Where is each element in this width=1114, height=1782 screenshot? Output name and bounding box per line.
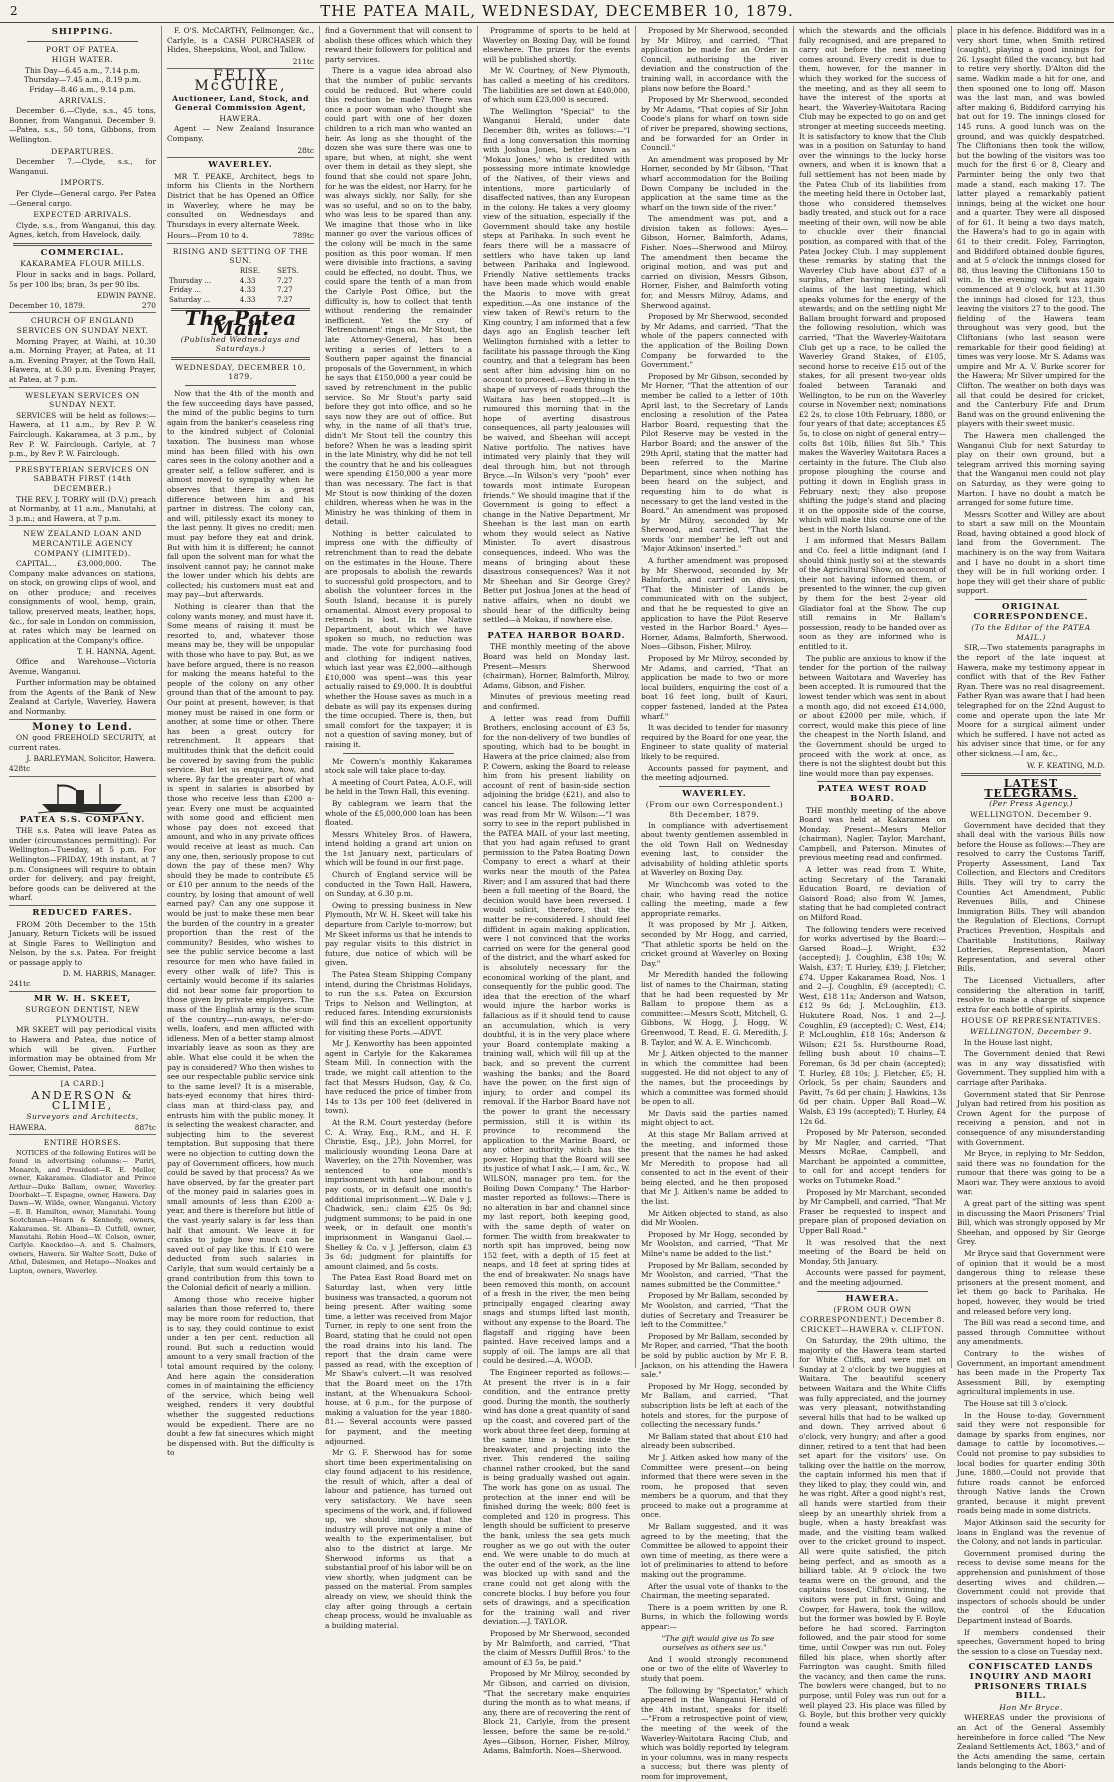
report-paragraph: A further amendment was proposed by Mr Sherwood, seconded by Mr Balmforth, and carried on division, "That the Minister of Lands be communicated with on the subject, and that he be requested to give an application to have the Pilot Reserve vested in the Harbor Board." Ayes—Horner, Adams, Balmforth, Sherwood. Noes—Gibson, Fisher, Milroy. <box>641 556 788 652</box>
nz-loan-heading: NEW ZEALAND LOAN AND MERCANTILE AGENCY COMPANY (LIMITED). <box>23 529 142 558</box>
table-cell: 4.33 <box>239 276 256 285</box>
report-paragraph: A letter was read from Duffill Brothers, enclosing account of £3 5s, for the non-delivery of two bundles of spouting, which had to be bought in Hawera at the price claimed; also from P. Cowern, asking the Board to release him from his present liability on account of rent of basin-side section adjoining the bridge (£21), and also to cancel his lease. The following letter was read from Mr W. Wilson:—"I was sorry to see in the report published in the PATEA MAIL of your last meeting, that you had again refused to grant permission to the Patea Boating Down Company to erect a wharf at their works near the mouth of the Patea River; and I am assured that had there been a full meeting of the Board, the decision would have been reversed. I would solicit, therefore, that the matter be re-considered. I should feel diffident in again making application, were I not convinced that the works carried on were for the general good of the district, and the wharf asked for is absolutely necessary for the economical working of the plant, and consequently for the public good. The idea that the erection of the wharf would injure the harbor works is fallacious as if it should tend to cause an accumulation, which is very doubtful, it is in the very place where your Board contemplate making a training wall, which will fill up at the back, and so prevent the current washing the banks; and the Board have the power, on the first sign of injury, to order and compel its removal. If the Harbor Board have not the power to grant the necessary permission, still it is within its province to recommend the application to the Marine Board, or any other authority which has the power. Hoping that the Board will see its justice of what I ask,— I am, &c., W. WILSON, manager pro tem. for the Boiling Down Company." The Harbor-master reported as follows:—There is no alteration in bar and channel since my last report, both keeping good, with the same depth of water on former. The width from breakwater to north spit has improved, being now 152 feet, with a depth of 15 feet at neaps, and 18 feet at spring tides at the end of breakwater. No snags have been removed this month, on account of a fresh in the river, the men being principally engaged clearing away snags and stumps lifted last month, without any expense to the Board. The flagstaff and rigging have been painted. Have received lamps and a supply of oil. The lamps are all that could be desired.—A. WOOD. <box>483 713 630 1366</box>
confiscated-lands-heading: CONFISCATED LANDS INQUIRY AND MAORI PRISONERS TRIALS BILL. <box>968 1662 1094 1702</box>
correspondence-heading: ORIGINAL CORRESPONDENCE. <box>973 602 1089 622</box>
peake-text: MR T. PEAKE, Architect, begs to inform his Clients in the Northern District that he has Opened an Office in Waverley, where he may be consulted on Wednesdays and Thursdays in every alternate Week. <box>167 171 314 229</box>
letter-text: SIR,—Two statements paragraphs in the report of the late inquest at Hawera, make my testimony appear in conflict with that of the Rev Father Ryan. There was no real disagreement. Father Ryan was aware that I had been telegraphed for on the 22nd August to come and operate upon the late Mr Moore for a surgical ailment under which he suffered. I have not acted as his adviser since that time, or for any other sickness.—I am, &c., <box>957 643 1105 758</box>
divider <box>659 786 770 787</box>
news-item: Mr Cowern's monthly Kakaramea stock sale will take place to-day. <box>325 756 472 776</box>
editor-line: (To the Editor of the PATEA MAIL.) <box>971 623 1091 642</box>
hawera-heading: HAWERA. <box>845 1293 900 1304</box>
report-paragraph: I am informed that Messrs Ballam and Co. feel a little indignant (and I should think justly so) at the stewards of the Agricultural Show, on account of their not having informed them, or presented to the winner, the cup given by them for the best 2-year old Gladiator foal at the Show. The cup still remains in Mr Ballam's possession, ready to be handed over as soon as they are informed who is entitled to it. <box>799 536 946 651</box>
telegram-paragraph: A great part of the sitting was spent in discussing the Maori Prisoners' Trial Bill, which was strongly opposed by Mr Sheehan, and opposed by Sir George Grey. <box>957 1199 1105 1247</box>
report-paragraph: which the stewards and the officials fully recognised, and are prepared to carry out before the next meeting comes around. Every credit is due to them, however, for the manner in which they worked for the success of the meeting, and as they all seem to have the interest of the sports at heart, the Waverley-Waitotara Racing Club may be expected to go on and get stronger at meeting succeeds meeting. It is satisfactory to know that the Club was in a position on Saturday to hand over the winnings to the lucky horse owners, and when it is known that a full settlement has not been made by the Patea Club of its liabilities from the meeting held there in October last, those who considered themselves badly treated, and stuck out for a race meeting of their own, will now be able to chuckle over their financial position, as compared with that of the Patea Jockey Club. I may supplement these remarks by stating that the Waverley Club have about £37 of a surplus, after having liquidated all claims of the last meeting, which speaks volumes for the energy of the stewards; and on the settling night Mr Ballam brought forward and proposed the following resolution, which was carried, "That the Waverley-Waitotara Club get up a race, to be called the Waverley Grand Stakes, of £105, second horse to receive £15 out of the stakes, for all present two-year olds foaled between Taranaki and Wellington, to be run on the Waverley course in November next; nominations £2 2s, to close 10th February, 1880, or four years of that date; acceptances £5 5s, to close on night of general entry—colts 8st 10lb, fillies 8st 5lb." This makes the Waverley Waitotara Races a certainty in the future. The Club also propose ploughing the course and putting it down in English grass in February next; they also propose shifting the judge's stand and placing it on the opposite side of the course, which will make this course one of the best in the North Island. <box>799 26 946 534</box>
divider <box>27 41 138 42</box>
house-heading: HOUSE OF REPRESENTATIVES. <box>961 1016 1101 1026</box>
article-paragraph: There is a vague idea abroad also that the number of public servants could be reduced. But where could this reduction be made? There was once a poor woman who thought she could part with one of her dozen children to a rich man who wanted an heir. As long as she thought of the dozen she was sure there was one to spare, but when, at night, she went over them in detail as they slept, she found that she could not spare John, for he was the eldest, nor Harry, for he was always sickly, nor Sally, for she was so useful, and so on to the baby, who was less to be spared than any. We imagine that those who in like manner go over the various offices of the colony will be much in the same position as this poor woman. If men were divisible into fractions, a saving could be effected, no doubt. Thus, we could spare the tenth of a man from the Carlyle Post Office, but the difficulty is, how to collect that tenth without rendering the remainder inefficient. Yet the cry of 'Retrenchment' rings on. Mr Stout, the late Attorney-General, has been writing a series of letters to a Southern paper against the financial proposals of the Government, in which he says that £150,000 a year could be saved by retrenchment in the public service. So Mr Stout's party said before they got into office, and so he says now they are out of office. But why, in the name of all that's true, didn't Mr Stout tell the country this before? When he was a leading spirit in the late Ministry, why did he not tell the country that he and his colleagues were spending £150,000 a year more than was necessary. The fact is that Mr Stout is now thinking of the dozen children, whereas when he was in the Ministry he was thinking of them in detail. <box>325 66 472 527</box>
high-water-line: Friday—8.46 a.m., 9.14 p.m. <box>29 84 136 94</box>
card-heading: [A CARD.] <box>60 1079 105 1089</box>
bill-text: WHEREAS under the provisions of an Act of the General Assembly hereinbefore in force called "The New Zealand Settlements Act, 1863," and of the Acts amending the same, certain lands belonging to the Abori- <box>957 1713 1105 1771</box>
column-6 <box>794 26 952 1729</box>
masthead <box>0 0 1114 23</box>
port-heading: PORT OF PATEA. <box>45 44 120 54</box>
news-item: Owing to pressing business in New Plymouth, Mr W. H. Skeet will take his departure from Carlyle to-morrow; but Mr Skeet informs us that he intends to pay regular visits to this district in future, due notice of which will be given. <box>325 900 472 968</box>
dateline: WELLINGTON. December 9. <box>969 809 1093 819</box>
poem-quote: "The gift would give us To see ourselves as others see us." <box>661 1633 775 1653</box>
report-paragraph: Mr Meredith handed the following list of names to the Chairman, stating that he had been requested by Mr Ballam to propose them as a committee:—Messrs Scott, Mitchell, G. Gibbons, W. Hogg, J. Hogg, W. Greenwood, T. Read, E. G. Meredith, J. B. Taylor, and W. A. E. Winchcomb. <box>641 970 788 1047</box>
divider <box>817 781 928 782</box>
telegram-paragraph: Mr Bryce said that Government were of opinion that it would be a most dangerous thing to release these prisoners at the present moment, and let them go back to Parihaka. He hoped, however, they would be tried and released before very long. <box>957 1249 1105 1316</box>
report-paragraph: Proposed by Mr Ballam, seconded by Mr Woolston, and carried, "That the names submitted be the Committee." <box>641 1260 788 1289</box>
column-3 <box>320 26 478 1630</box>
telegram-paragraph: In the House to-day, Government said they were not responsible for damage by sparks from engines, nor damage to cattle by locomotives.—Could not promise to pay subsidies to local bodies for quarter ending 30th June, 1880.—Could not provide that future roads cannot be enforced through Native lands the Crown granted, because it might prevent roads being made in some districts. <box>957 1410 1105 1516</box>
table-cell: 4.33 <box>239 286 256 295</box>
report-paragraph: Proposed by Mr Ballam, seconded by Mr Woolston, and carried, "That the duties of Secretary and Treasurer be left to the Committee." <box>641 1291 788 1330</box>
report-paragraph: THE monthly meeting of the above Board was held at Kakaramea on Monday. Present—Messrs Mellor (chairman), Nagler, Taylor, Marchant, Campbell, and Paterson. Minutes of previous meeting read and confirmed. <box>799 805 946 863</box>
news-item: Programme of sports to be held at Waverley on Boxing Day, will be found elsewhere. The prizes for the events will be published shortly. <box>483 26 630 64</box>
commercial-heading: COMMERCIAL. <box>40 247 125 258</box>
press-agency-line: (Per Press Agency.) <box>989 799 1073 809</box>
mills-signature: EDWIN PAYNE. <box>96 291 156 301</box>
mills-date: December 10, 1879. <box>9 300 86 310</box>
arrivals-text: December 6.—Clyde, s.s., 45 tons, Bonner, from Wanganui. December 9.—Patea, s.s., 50 tons, Gibbons, from Wellington. <box>9 106 156 144</box>
wesleyan-text: SERVICES will be held as follows:— Hawera, at 11 a.m., by Rev P. W. Fairclough. Kakaramea, at 3 p.m., by Rev P. W. Fairclough. Carlyle, at 7 p.m., by Rev P. W. Fairclough. <box>9 411 156 462</box>
report-paragraph: After the usual vote of thanks to the Chairman, the meeting separated. <box>641 1581 788 1601</box>
report-paragraph: Proposed by Mr Paterson, seconded by Mr Nagler, and carried, "That Messrs McRae, Campbell, and Marchant be appointed a committee, to call for and accept tenders for works on Tutumeke Road." <box>799 1128 946 1186</box>
divider <box>961 773 1101 776</box>
sun-heading: RISING AND SETTING OF THE SUN. <box>172 246 309 266</box>
table-row <box>167 296 314 306</box>
dateline: WELLINGTON, December 9. <box>969 1026 1093 1036</box>
report-paragraph: The public are anxious to know if the tender for the portion of the railway between Waitotara and Waverley has been accepted. It is rumoured that the lowest tender which was sent in about a month ago, did not exceed £14,000, or about £2000 per mile, which, if correct, would make this piece of line the cheapest in the North Island, and the Government should be urged to proceed with the work at once, as there is not the slightest doubt but this line would more than pay expenses. <box>799 653 947 778</box>
editorial-paragraph: Among those who receive higher salaries than those referred to, there may be more room for reduction, that is to say, they could continue to exist under a ten per cent. reduction all round. But such a reduction would amount to a very small fraction of the total amount required by the colony. And here again the consideration comes in of maintaining the efficiency of the service, which being well weighed, renders it very doubtful whether the suggested reductions would be expedient. There are no doubt a few fat sinecures which might be dispensed with. But the difficulty is to <box>167 1294 314 1458</box>
fares-signature: D. M. HARRIS, Manager. <box>62 969 156 979</box>
report-paragraph: Proposed by Mr Gibson, seconded by Mr Horner, "That the attention of our member be called to a letter of 10th April last, to the Secretary of Lands enclosing a resolution of the Patea Harbor Board, requesting that the Pilot Reserve may be vested in the Harbor Board; and the answer of the 29th April, stating that the matter had been referred to the Marine Department, since when nothing has been heard on the subject, and requesting him to do what is necessary to get the land vested in the Board." An amendment was proposed by Mr Milroy, seconded by Mr Sherwood, and carried, "That the words 'our member' be left out and 'Major Atkinson' inserted." <box>641 371 788 554</box>
masthead-title: THE PATEA MAIL, WEDNESDAY, DECEMBER 10, 1879. <box>320 2 794 20</box>
report-paragraph: Proposed by Mr Hogg, seconded by Mr Woolston, and carried, "That Mr Milne's name be added to the list." <box>641 1229 788 1259</box>
table-row <box>167 267 314 277</box>
telegram-paragraph: Government promised during the recess to devise some means for the apprehension and punishment of those deserting wives and children.—Government could not provide that inspectors of schools should be under the control of the Education Department instead of Boards. <box>957 1548 1105 1625</box>
telegram-paragraph: Government have decided that they shall deal with the various Bills now before the House as follows:—They are resolved to carry the Customs Tariff, Property Assessment, Land Tax Collection, and Electors and Creditors Bills. They will try to carry the Counties Act Amendment, Public Revenues Bills, and Chinese Immigration Bills. They will abandon the Regulation of Elections, Corrupt Practices Prevention, Hospitals and Charitable Institutions, Railway Lotteries, Representation, Maori Representation, and several other Bills. <box>957 820 1105 974</box>
report-paragraph: There is a poem written by one R. Burns, in which the following words appear:— <box>641 1602 788 1631</box>
mccarthy-code: 211tc <box>167 57 314 70</box>
steamship-icon <box>38 780 128 814</box>
report-paragraph: Proposed by Mr Marchant, seconded by Mr Campbell, and carried, "That Mr Fraser be requested to inspect and prepare plan of proposed deviation on Upper Ball Road." <box>799 1187 946 1236</box>
skeet-subheading: SURGEON DENTIST, NEW PLYMOUTH. <box>25 1005 140 1024</box>
report-paragraph: The following by "Spectator," which appeared in the Wanganui Herald of the 4th instant, speaks for itself:—"From a retrospective point of view, the meeting of the week of the Waverley-Waitotara Racing Club, and which was boldly reported by telegram in your columns, was in many respects a success; but there was plenty of room for improvement, <box>641 1685 788 1781</box>
peake-code: 789tc <box>292 231 314 241</box>
waverley-heading: WAVERLEY. <box>208 160 273 171</box>
money-signature: J. BARLEYMAN, Solicitor, Hawera. <box>26 754 156 764</box>
news-item: A meeting of Court Patea, A.O.F., will be held in the Town Hall, this evening. <box>325 777 472 797</box>
imports-text: Per Clyde—General cargo. Per Patea—General cargo. <box>9 188 156 208</box>
table-cell: 7.27 <box>277 286 293 295</box>
nz-loan-text: CAPITAL... £3,000,000. The Company make advances on stations, on stock, on growing clips of wool, and on other produce; and receives consignments of wool, hemp, grain, tallow, preserved meats, leather, hops, &c., for sale in London on commission, at rates which may be learned on application at the Company's office. <box>9 559 156 645</box>
report-paragraph: Proposed by Mr Hogg, seconded by Mr Ballam, and carried, "That subscription lists be left at each of the hotels and stores, for the purpose of collecting the necessary funds." <box>641 1381 788 1430</box>
nz-loan-office: Office and Warehouse—Victoria Avenue, Wanganui. <box>9 657 156 676</box>
letter-signature: W. F. KEATING, M.D. <box>1026 760 1105 770</box>
church-text: Morning Prayer, at Waihi, at 10.30 a.m. Morning Prayer, at Patea, at 11 a.m. Evening Prayer, at the Town Hall, Hawera, at 6.30 p.m. Evening Prayer, at Patea, at 7 p.m. <box>9 337 156 388</box>
wesleyan-heading: WESLEYAN SERVICES ON SUNDAY NEXT. <box>25 390 140 410</box>
high-water-heading: HIGH WATER. <box>51 55 114 65</box>
mills-text: Flour in sacks and in bags. Pollard, 5s per 100 lbs; bran, 3s per 90 lbs. <box>9 270 156 289</box>
report-paragraph: It was proposed by Mr J. Aitken, seconded by Mr Hogg, and carried, "That athletic sports be held on the cricket ground at Waverley on Boxing Day." <box>641 920 788 968</box>
report-paragraph: The following tenders were received for works advertised by the Board:— Garsed Road—J. Wright, £32 (accepted); J. Coughlin, £38 10s; W. Walsh, £37; T. Hurley, £39; J. Fletcher, £74. Upper Kakaramea Road, Nos. 1 and 2—J. Coughlin, £9 (accepted); C. West, £18 11s; Anderson and Watson, £12 9s 6d; J. McLoughlin, £13. Hukutere Road, Nos. 1 and 2—J. Coughlin, £9 (accepted); C. West, £14; P. McLoughlin, £18 16s; Anderson & Wilson; £21 5s. Hurstbourne Road, felling bush about 10 chains—T. Foreman, 6s 3d per chain (accepted); T. Hurley, £8 10s; J. Fletcher, £5; H. Orlock, 5s per chain; Saunders and Pavitt, 7s 6d per chain; J. Hawkins, 13s 6d per chain. Upper Ball Road—W. Walsh, £3 19s (accepted); T. Hurley, £4 12s 6d. <box>799 924 946 1126</box>
report-paragraph: At this stage Mr Ballam arrived at the meeting, and informed those present that the names he had asked Mr Meredith to propose had all consented to act in the event of their being elected, and he then proposed that Mr J. Aitken's name be added to the list. <box>641 1129 788 1207</box>
report-paragraph: Mr Winchcomb was voted to the chair, who having read the notice calling the meeting, made a few appropriate remarks. <box>641 880 788 918</box>
cricket-heading: CRICKET—HAWERA v. CLIFTON. <box>800 1325 945 1335</box>
news-item: Messrs Whiteley Bros. of Hawera, intend holding a grand art union on the 1st January next, particulars of which will be found in our first page. <box>325 829 472 868</box>
high-water-line: Thursday—7.45 a.m., 8.19 p.m. <box>23 75 142 85</box>
column-7 <box>952 26 1110 1771</box>
report-paragraph: Mr J. Aitken objected to the manner in which the committee had been suggested. He did not object to any of the names, but the proceedings by which a committee was formed should be open to all. <box>641 1049 788 1107</box>
news-item: Mr W. Courtney, of New Plymouth, has called a meeting of his creditors. The liabilities are set down at £40,000, of which sum £23,000 is secured. <box>483 66 630 105</box>
mills-heading: KAKARAMEA FLOUR MILLS. <box>20 259 145 269</box>
column-1 <box>4 26 162 1368</box>
divider <box>975 1659 1087 1660</box>
news-item: The Patea Steam Shipping Company intend, during the Christmas Holidays, to run the s.s. Patea on Excursion Trips to Nelson and Wellington, at reduced fares. Intending excursionists will find this an excellent opportunity for visiting these Ports.—ADVT. <box>325 970 472 1037</box>
table-cell: 7.27 <box>277 276 293 285</box>
skeet-heading: MR W. H. SKEET, <box>33 993 132 1004</box>
news-item: By cablegram we learn that the whole of the £5,000,000 loan has been floated. <box>325 798 472 828</box>
mcguire-subheading: Auctioneer, Land, Stock, and General Commission Agent, <box>172 93 309 113</box>
report-paragraph: Minutes of previous meeting read and confirmed. <box>483 692 630 711</box>
report-paragraph: Mr Ballam stated that about £10 had already been subscribed. <box>641 1431 788 1451</box>
table-cell: 4.33 <box>239 295 256 304</box>
report-paragraph: place in his defence. Biddiford was in a very short time, when Smith retired (caught), playing a good innings for 26. Lysaght filled the vacancy, but had to retire very shortly. D'Alton did the same. Wadkin made a hit for one, and then spooned one to long off. Mason was the last man, and was bowled after making 6, Biddiford carrying his bat out for 19. The innings closed for 145 runs. A good lunch was on the ground, and was quickly despatched. The Cliftonians then took the willow, but the bowling of the visitors was too much for the first 6 or 8, Cleary and Parminter being the only two that made a stand, each making 17. The latter played a remarkably patient innings, being at the wicket one hour and a quarter. They were all disposed of for 61. It being a two days match, the Hawera's had to go in again with 61 to their credit. Foley, Farrington, and Biddiford obtained double figures, and at 5 o'clock the innings closed for 88, thus leaving the Cliftonians 150 to win. In the evening work was again commenced at 9 o'clock, but at 11.30 the innings had closed for 123, thus leaving the visitors 27 to the good. The fielding of the Hawera team throughout was very good, but the Cliftonians (who last season were remarkable for their good fielding) at times was very loose. Mr S. Adams was umpire and Mr A. V. Burke scorer for the Hawera; Mr Silver umpired for the Clifton. The weather on both days was all that could be desired for cricket, and the Canterbury Fife and Drum Band was on the ground enlivening the players with their sweet music. <box>957 26 1105 429</box>
news-item: Church of England service will be conducted in the Town Hall, Hawera, on Sunday, at 6.30 p.m. <box>325 870 472 899</box>
table-cell: RISE. <box>239 267 261 276</box>
columns <box>4 26 1110 1781</box>
table-cell: 7.27 <box>277 295 293 304</box>
anderson-code: 887tc <box>134 1122 156 1132</box>
paper-subtitle: (Published Wednesdays and Saturdays.) <box>180 334 301 354</box>
report-paragraph: Mr Aitken objected to stand, as also did Mr Woolen. <box>641 1208 788 1228</box>
divider <box>171 357 310 360</box>
editorial-paragraph: Nothing is clearer than that the colony wants money, and must have it. Some means of raising it must be resorted to, and, whatever those means may be, they will be unpopular with those who have to pay. But, as we have before argued, there is no reason for making the means hateful to the people of the colony on any other ground than that of the amount to pay. Our point at present, however, is that money must be raised in one form or another, at some time or other. There has been a great outcry for retrenchment. It appears that multitudes think that the deficit could be covered by saving from the public service. But let us enquire, how, and where. By far the greater part of what is spent in salaries is absorbed by those who receive less than £200 a-year. Every one must be acquainted with some good and efficient men whose pay does not exceed that amount, and who in any private offices would receive at least as much. Can any one, then, seriously propose to cut down the pay of these men? Why should they be made to contribute £5 or £10 per annum to the needs of the country, by losing that amount of well earned pay? Can any one suppose it would be just to make these men bear the burden of the country in a greater proportion than the rest of the community? Besides, who wishes to see the public service become a last resource for men who have failed in every other walk of life? This is certainly would become if its salaries did not bear some fair proportion to those given by private employers. The mass of the English army is the scum of the country—run-aways, ne'er-do-wells, loafers, and men afflicted with idleness. Men of a better stamp almost invariably leave as soon as they are able. What else could it be when the pay is considered? Who then wishes to see our respectable public service sink to the same level? It is a miserable, bats-eyed economy that hires third-class man at third-class pay, and entrusts him with the public money. It is selecting the weakest character, and subjecting him to the severest temptation. But supposing that there were no objection to cutting down the pay of Government officers, how much could be saved by that process? As we have observed, by far the greater part of the money paid in salaries goes in small amounts of less than £200 a-year, and there is therefore but little of the vast yearly salary is far less than half that amount. We leave it for cranks to judge how much can be saved out of pay like this. If £10 were deducted from such salaries in Carlyle, that sum would certainly be a grand contribution from this town to the Colonial deficit of nearly a million. <box>167 602 314 1293</box>
anderson-place: HAWERA. <box>9 1122 47 1132</box>
road-board-heading: PATEA WEST ROAD BOARD. <box>817 784 928 804</box>
correspondent-line: (FROM OUR OWN CORRESPONDENT.) December 8. <box>800 1305 945 1324</box>
telegram-paragraph: The House sat till 3 o'clock. <box>964 1398 1068 1408</box>
report-paragraph: A letter was read from T. White, acting Secretary of the Taranaki Education Board, re deviation of Gaisord Road; also from W. James, stating that he had completed contract on Milford Road. <box>799 865 946 923</box>
report-paragraph: Proposed by Mr Milroy, seconded by Mr Adams, and carried, "That an application be made to two or more local builders, enquiring the cost of a boat 16 feet long, built of Kauri, copper fastened, landed at the Patea wharf." <box>641 654 788 721</box>
news-item: At the R.M. Court yesterday (before C. A. Wray, Esq., R.M., and H. F. Christie, Esq., J.P.), John Morrel, for maliciously wounding Leona Dare at Waverley, on the 27th November, was sentenced to one month's imprisonment with hard labour, and to pay costs, or in default one month's additional imprisonment.—W. Dale v J. Chadwick, sen.: claim £25 0s 9d; judgment summons; to be paid in one week, or in default one month's imprisonment in Wanganui Gaol.—Shelley & Co. v J. Jefferson, claim £3 3s 6d; judgment for plaintiffs for amount claimed, and 5s costs. <box>325 1117 472 1271</box>
presbyterian-heading: PRESBYTERIAN SERVICES ON SABBATH FIRST (14th DECEMBER.) <box>15 464 150 493</box>
horses-heading: ENTIRE HORSES. <box>43 1138 122 1148</box>
table-row <box>167 277 314 287</box>
telegram-paragraph: The Licensed Victuallers, after considering the alteration in tariff, resolve to make a charge of sixpence extra for each bottle of spirits. <box>957 976 1105 1014</box>
report-paragraph: Mr J. Aitken asked how many of the Committee were present—on being informed that there were seven in the room, he proposed that seven members be a quorum, and that they proceed to make out a programme at once. <box>641 1452 788 1520</box>
news-item: Mr J. Kenworthy has been appointed agent in Carlyle for the Kakaramea Steam Mill. In connection with the trade, we might call attention to the fact that Messrs Hudson, Gay, & Co. have reduced the price of timber from 14s to 13s per 100 feet (delivered in town). <box>325 1039 472 1116</box>
telegram-paragraph: If members condensed their speeches, Government hoped to bring the session to a close on Tuesday next. <box>957 1627 1105 1656</box>
divider <box>975 599 1087 600</box>
telegram-paragraph: The Bill was read a second time, and passed through Committee without any amendments. <box>957 1318 1105 1347</box>
sun-table <box>167 267 314 305</box>
report-paragraph: Accounts were passed for payment, and the meeting adjourned. <box>799 1268 946 1287</box>
presbyterian-text: THE REV. J. TORRY will (D.V.) preach at Normanby, at 11 a.m., Manutahi, at 3 p.m.; and Hawera, at 7 p.m. <box>9 495 156 527</box>
divider <box>817 1291 928 1292</box>
mcguire-name: FELIX McGUIRE, <box>194 68 287 94</box>
fares-heading: REDUCED FARES. <box>32 907 133 918</box>
mills-code: 270 <box>141 300 156 310</box>
report-paragraph: Proposed by Mr Sherwood, seconded by Mr Milroy, and carried, "That application be made for an Order in Council, authorising the river deviation and the construction of the training wall, in accordance with the plans now before the Board." <box>641 26 788 93</box>
nz-loan-signature: T. H. HANNA, Agent. <box>77 647 156 657</box>
report-paragraph: It was resolved that the next meeting of the Board be held on Monday, 5th January. <box>799 1237 946 1266</box>
report-paragraph: Accounts passed for payment, and the meeting adjourned. <box>641 763 788 783</box>
report-paragraph: Mr Ballam suggested, and it was agreed to by the meeting, that the Committee be allowed to appoint their own time of meeting, as there were a lot of preliminaries to attend to before making out the programme. <box>641 1522 788 1580</box>
report-paragraph: Proposed by Mr Milroy, seconded by Mr Gibson, and carried on division, "That the secretary make enquiries during the month as to what means, if any, there are of recovering the rent of Block 21, Carlyle, from the present lessee, before the same be re-sold." Ayes—Gibson, Horner, Fisher, Milroy, Adams, Balmforth. Noes—Sherwood. <box>483 1669 630 1756</box>
fares-code: 241tc <box>9 979 156 992</box>
mcguire-place: HAWERA. <box>219 113 262 123</box>
report-paragraph: Messrs Scotter and Willey are about to start a saw mill on the Mountain Road, having obtained a good block of land from the Government. The machinery is on the way from Waitara and I have no doubt in a short time they will be in full working order. I hope they will get their share of public support. <box>957 509 1105 596</box>
telegram-paragraph: Mr Bryce, in replying to Mr Seddon, said there was no foundation for the rumour that there was going to be a Maori war. They were anxious to avoid war. <box>957 1149 1105 1197</box>
news-item: Mr G. F. Sherwood has for some short time been experimentalising on clay found adjacent to his residence, the result of which, after a deal of labour and patience, has turned out very satisfactory. We have seen specimens of the work, and, if followed up, we should imagine that the industry will prove not only a mine of wealth to the experimentaliser, but also to the district at large. Mr Sherwood informs us that a substantial proof of his labor will be on view shortly, when judgment can be passed on the material. From samples already on view, we should think the clay after going through a certain cheap process, would be invaluable as a building material. <box>325 1448 472 1630</box>
shipping-heading: SHIPPING. <box>51 27 114 37</box>
report-paragraph: Mr Davis said the parties named might object to act. <box>641 1108 788 1128</box>
money-code: 428tc <box>9 764 156 777</box>
column-2 <box>162 26 320 1458</box>
telegram-paragraph: Contrary to the wishes of Government, an important amendment has been made in the Property Tax Assessment Bill, by exempting agricultural implements in use. <box>957 1348 1105 1397</box>
report-paragraph: The Hawera men challenged the Wanganui Club for next Saturday to play on their own ground, but a telegram arrived this morning saying that the Wanganui men could not play on Saturday, as they were going to Marton. I have no doubt a match be arranged for some future time. <box>957 430 1105 508</box>
table-cell: Saturday ... <box>169 295 211 304</box>
correspondent-line: (From our own Correspondent.) 8th December, 1879. <box>645 800 784 819</box>
report-paragraph: THE monthly meeting of the above Board was held on Monday last. Present—Messrs Sherwood (chairman), Horner, Balmforth, Milroy, Adams, Gibson, and Fisher. <box>483 642 630 690</box>
report-paragraph: Proposed by Mr Sherwood, seconded by Mr Adams, "That copies of Sir John Coode's plans for wharf on town side of river be prepared, showing sections, and be forwarded for an Order in Council." <box>641 95 788 153</box>
skeet-text: MR SKEET will pay periodical visits to Hawera and Patea, due notice of which will be given. Further information may be obtained from Mr Gower, Chemist, Patea. <box>9 1025 156 1076</box>
telegram-paragraph: In the House last night, <box>964 1037 1053 1047</box>
news-item: The Patea East Road Board met on Saturday last, when very little business was transacted, a quorum not being present. After waiting some time, a letter was received from Major Turner, in reply to one sent from the Board, stating that he could not open the road drains into his land. The report that the drain came were passed as read, with the exception of Mr Shaw's culvert.—It was resolved that the Board meet on the 17th instant, at the Whenuakura School-house, at 6 p.m., for the purpose of making a valuation for the year 1880-81.— Several accounts were passed for payment, and the meeting adjourned. <box>325 1273 472 1446</box>
report-paragraph: An amendment was proposed by Mr Horner, seconded by Mr Gibson, "That wharf accommodation for the Boiling Down Company be included in the application at the same time as the wharf on the town side of the river." <box>641 154 788 212</box>
horses-text: NOTICES of the following Entires will be found in advertising columns:— Puriri, Monarch, and President—R. E. Mellor, owner, Kakaramea. Gladiator and Prince Arthur—Duke Ballam, owner, Waverley. Doorbakt—T. Espagne, owner, Hawera. Day Dawn—W. Wilde, owner, Wanganui. Victory—E. B. Hamilton, owner, Manutahi. Young Scotchman—Hearn & Kennedy, owners, Kakaramea. St. Albans—D. Cutfell, owner, Manutahi. Robin Hood—W. Colson, owner, Carlyle. Knockdoo—A. and S. Chalmers, owners, Hawera. Sir Walter Scott, Duke of Athol, Dalesmen, and Hetapo—Noakes and Lupton, owners, Waverley. <box>9 1148 156 1275</box>
telegram-paragraph: Government stated that Sir Penrose Julyan had retired from his position as Crown Agent for the purpose of receiving a pension, and not in consequence of any misunderstanding with Government. <box>957 1089 1105 1147</box>
nz-loan-more: Further information may be obtained from the Agents of the Bank of New Zealand at Carlyle, Waverley, Hawera and Normanby. <box>9 678 156 719</box>
expected-text: Clyde, s.s., from Wanganui, this day. Agnes, ketch, from Havelock, daily. <box>9 220 156 240</box>
fares-text: FROM 20th December to the 15th January, Return Tickets will be issued at Single Fares to Wellington and Nelson, by the s.s. Patea. For freight or passage apply to <box>9 919 156 967</box>
column-5 <box>636 26 794 1781</box>
table-row <box>167 286 314 296</box>
paper-date: WEDNESDAY, DECEMBER 10, 1879. <box>175 362 306 382</box>
imports-heading: IMPORTS. <box>60 178 105 188</box>
table-cell: Friday ... <box>169 286 201 295</box>
patea-ss-heading: PATEA S.S. COMPANY. <box>19 814 146 825</box>
editorial-paragraph: Now that the 4th of the month and the few succeeding days have passed, the mind of the public begins to turn again from the banker's ceaseless ring to the kindred subject of Colonial taxation. The business man whose mind has been filled with his own cares sees in the colony another and a greater self, a fellow sufferer, and is almost moved to sympathy when he observes that there is a great difference between him and his partner in distress. The colony can, and will, pitilessly exact its money to the last penny. It gives no credit; men must pay before they eat and drink. But with him it is different; he cannot fall upon the solvent man for what the insolvent cannot pay; he cannot make the lower under which his debts are collected; his customers must eat and may pay—but afterwards. <box>167 389 314 600</box>
page-number: 2 <box>10 4 19 18</box>
report-paragraph: In compliance with advertisement about twenty gentlemen assembled in the old Town Hall on Wednesday evening last, to consider the advisability of holding athletic sports at Waverley on Boxing Day. <box>641 820 788 878</box>
anderson-heading: ANDERSON & CLIMIE, <box>31 1089 134 1112</box>
departures-heading: DEPARTURES. <box>51 146 114 156</box>
article-paragraph: Nothing is better calculated to impress one with the difficulty of retrenchment than to read the debate on the estimates in the House. There are proposals to abolish the rewards to successful gold prospectors, and to abolish the volunteer forces in the South Island, because it is purely ornamental. Almost every proposal to retrench is lost. In the Native Department, about which we have spoken so much, no reduction was made. The vote for purchasing food and clothing for indigent natives, which last year was £2,000—although £10,000 was spent—was this year actually raised to £9,000. It is doubtful whether the House saves as much in a debate as will pay its expenses during the time occupied. There is, then, but small comfort for the taxpayer; it is not a question of saving money, but of raising it. <box>325 528 472 749</box>
mcguire-code: 28tc <box>167 146 314 159</box>
column-4 <box>478 26 636 1756</box>
divider <box>501 628 612 629</box>
anderson-subheading: Surveyors and Architects, <box>26 1112 139 1122</box>
report-paragraph: Proposed by Mr Sherwood, seconded by Mr Adams, and carried, "That the whole of the papers connected with the application of the Boiling Down Company be forwarded to the Government." <box>641 312 788 370</box>
patea-ss-text: THE s.s. Patea will leave Patea as under (circumstances permitting): For Wellington—Tuesday, at 5 p.m. For Wellington—FRIDAY, 19th instant, at 7 p.m. Consignees will require to obtain order for delivery, and pay freight, before goods can be delivered at the wharf. <box>9 826 156 906</box>
news-item: The Wellington "Special" to the Wanganui Herald, under date December 8th, writes as follows:—"I find a long conversation this morning with Joshua Jones, better known as 'Mokau Jones,' who is credited with possessing more intimate knowledge of the Natives, of their views and intentions, more particularly of disaffected natives, than any European in the colony. He takes a very gloomy view of the situation, especially if the Government should take any hostile steps at Parihaka. In such event he fears there will be a massacre of settlers who have taken up land between Parihaka and Inglewood. Friendly Native settlements tracks have been made which would enable the Maoris to move with great expedition.—As one instance of the view taken of Rewi's return to the King country, I am informed that a few days ago an English teacher left Wellington furnished with a letter to facilitate his passage through the King country, and that a telegram has been sent after him advising him on no account to proceed.—Everything in the shape of surveys of roads through the Waitara has been stopped.—It is rumoured this morning that in the hope of averting disastrous consequences, all party jealousies will be waived, and Sheehan will accept Native portfolio. The natives have intimated very plainly that they will deal through him, but not through Bryce.—In Wilson's very "pooh" ever towards most intimate European friends." We should imagine that if the Government is going to effect a change in the Native Department, Mr Sheehan is the last man on earth whom they would select as Native Minister. To avert disastrous consequences, indeed. Who was the means of bringing about these disastrous consequences? Was it not Mr Sheehan and Sir George Grey? Better put Joshua Jones at the head of native affairs, when no doubt we should hear of the difficulty being settled—à Mokau, if nowhere else. <box>483 106 630 625</box>
expected-heading: EXPECTED ARRIVALS. <box>33 210 132 220</box>
money-heading: Money to Lend. <box>32 721 133 733</box>
departures-text: December 7.—Clyde, s.s., for Wanganui. <box>9 157 156 176</box>
money-text: ON good FREEHOLD SECURITY, at current rates. <box>9 733 156 752</box>
report-paragraph: Proposed by Mr Sherwood, seconded by Mr Balmforth, and carried, "That the claim of Messrs Duffill Bros.' to the amount of £3 5s, be paid." <box>483 1628 631 1667</box>
article-paragraph: find a Government that will consent to abolish these offices which which they reward their followers for political and party services. <box>325 26 472 64</box>
bill-author: Hon Mr Bryce. <box>999 1702 1063 1712</box>
arrivals-heading: ARRIVALS. <box>58 95 107 105</box>
table-cell: SETS. <box>277 267 299 276</box>
mcguire-text: Agent — New Zealand Insurance Company. <box>167 124 314 143</box>
harbor-board-heading: PATEA HARBOR BOARD. <box>487 630 626 641</box>
church-heading: CHURCH OF ENGLAND SERVICES ON SUNDAY NEXT. <box>16 316 149 336</box>
telegram-paragraph: The Government denied that Rewi was in any way dissatisfied with Government. They supplied him with a carriage after Parihaka. <box>957 1049 1105 1087</box>
report-paragraph: It was decided to tender for masonry required by the Board for one year, the Engineer to state quality of material likely to be required. <box>641 723 788 761</box>
table-cell <box>167 267 238 277</box>
divider <box>185 385 296 386</box>
mccarthy-ad: F. O'S. McCARTHY, Fellmonger, &c., Carlyle, is a CASH PURCHASER of Hides, Sheepskins, Wool, and Tallow. <box>167 26 314 55</box>
divider <box>343 753 454 754</box>
waverley-news-heading: WAVERLEY. <box>682 788 747 799</box>
report-paragraph: On Saturday, the 29th ultimo, the majority of the Hawera team started for White Cliffs, and were met on Sunday at 2 o'clock by two buggies at Waitara. The beautiful scenery between Waitara and the White Cliffs was fully appreciated, and the journey was very pleasant, notwithstanding several hills that had to be walked up and down. They arrived about 6 o'clock, very hungry; and after a good dinner, retired to a tent that had been set apart for the visitors' use. On talking over the battle on the morrow, the captain informed his men that if they liked to play, they could win, and he was right. After a good night's rest, all hands were startled from their sleep by an unearthly shriek from a bugle, when a hasty breakfast was made, and the visiting team walked over to the cricket ground to inspect. All were quite satisfied, the pitch being perfect, and as smooth as a billiard table. At 9 o'clock the two teams were on the ground, and the captains tossed, Clifton winning, the visitors were put in first. Going and Cowper, for Hawera, took the willow, but the former was bowled by F. Boyle before he had scored. Farrington followed, and the pair stood for some time, until Cowper was run out. Foley filled his place, when shortly after Farrington was caught. Smith filled the vacancy, and then came the runs. The bowlers were changed, but to no purpose, until Foley was run out for a well played 23. His place was filled by G. Boyle, but this brother very quickly found a weak <box>799 1335 946 1729</box>
divider <box>13 243 152 246</box>
report-paragraph: The amendment was put, and a division taken as follows: Ayes—Gibson, Horner, Balmforth, Adams, Fisher. Noes—Sherwood and Milroy. The amendment then became the original motion, and was put and carried on division, Messrs Gibson, Horner, Fisher, and Balmforth voting for, and Messrs Milroy, Adams, and Sherwood against. <box>641 214 788 310</box>
report-paragraph: Proposed by Mr Ballam, seconded by Mr Roper, and carried, "That the booth be sold by public auction by Mr F. B. Jackson, on his attending the Hawera sale." <box>641 1331 788 1380</box>
report-paragraph: The Engineer reported as follows:—At present the river is in a fair condition, and the entrance pretty good. During the month, the southerly wind has done a great quantity of sand up the coast, and covered part of the work about three feet deep, forming at the same time a bank inside the breakwater, and projecting into the river. This rendered the sailing channel rather crooked, but the sand is being gradually washed out again. The work has gone on as usual. The protection at the inner end will be finished during the week; 800 feet is completed and 120 in progress. This length should be sufficient to preserve the bank, unless the sea gets much rougher as we go out with the outer end. We were unable to do much at the outer end of the work, as the line was blocked up with sand and the crane could not get along with the concrete blocks. I buy before you four sets of drawings, and a specification for the training wall and river deviation.—J. TAYLOR. <box>483 1367 630 1627</box>
high-water-line: This Day—6.45 a.m., 7.14 p.m. <box>25 65 140 75</box>
telegrams-heading: LATEST TELEGRAMS. <box>984 777 1078 800</box>
report-paragraph: And I would strongly recommend one or two of the elite of Waverley to study that poem. <box>641 1654 788 1683</box>
paper-nameplate: The Patea Mail. <box>184 306 297 341</box>
peake-hours: Hours—From 10 to 4. <box>167 231 249 241</box>
telegram-paragraph: Major Atkinson said the security for loans in England was the revenue of the Colony, and not lands in particular. <box>957 1518 1105 1547</box>
table-cell: Thursday ... <box>169 276 212 285</box>
